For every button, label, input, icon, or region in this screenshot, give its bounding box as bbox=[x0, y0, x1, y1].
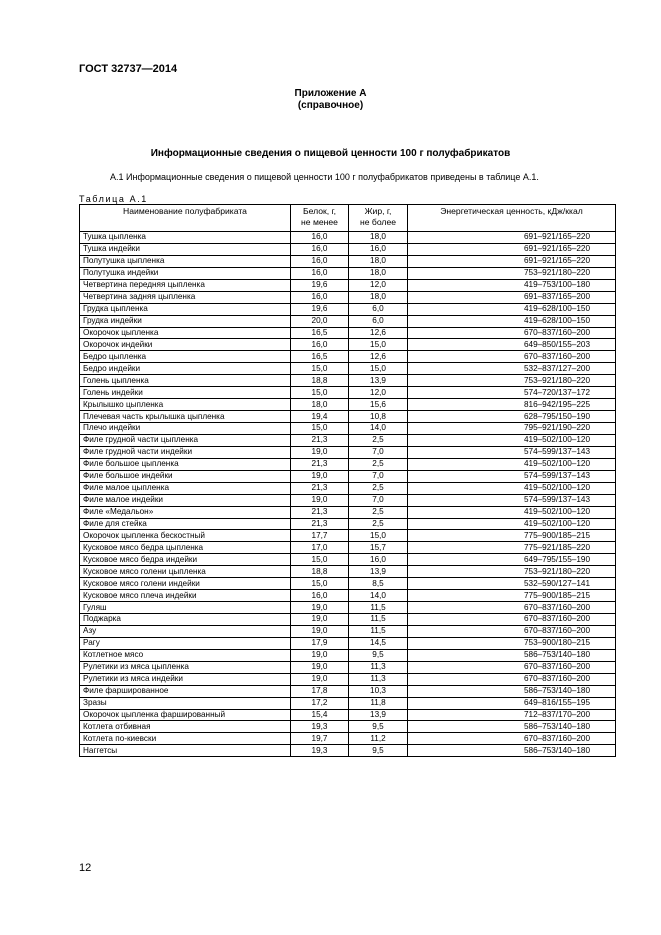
table-row bbox=[80, 375, 616, 387]
appendix-heading bbox=[0, 88, 661, 112]
cell-name: Полутушка цыпленка bbox=[80, 255, 291, 267]
cell-fat: 2,5 bbox=[349, 434, 408, 446]
cell-fat: 12,6 bbox=[349, 327, 408, 339]
cell-fat: 2,5 bbox=[349, 482, 408, 494]
cell-name: Рулетики из мяса цыпленка bbox=[80, 661, 291, 673]
cell-energy: 670–837/160–200 bbox=[408, 625, 616, 637]
cell-name: Плечо индейки bbox=[80, 423, 291, 435]
table-row bbox=[80, 506, 616, 518]
cell-energy: 795–921/190–220 bbox=[408, 423, 616, 435]
cell-protein: 19,6 bbox=[291, 279, 349, 291]
table-row bbox=[80, 255, 616, 267]
cell-fat: 18,0 bbox=[349, 291, 408, 303]
cell-energy: 586–753/140–180 bbox=[408, 745, 616, 757]
cell-energy: 670–837/160–200 bbox=[408, 351, 616, 363]
table-row bbox=[80, 733, 616, 745]
cell-protein: 19,7 bbox=[291, 733, 349, 745]
cell-name: Филе малое индейки bbox=[80, 494, 291, 506]
cell-fat: 11,2 bbox=[349, 733, 408, 745]
cell-energy: 532–590/127–141 bbox=[408, 578, 616, 590]
cell-fat: 12,0 bbox=[349, 387, 408, 399]
cell-name: Окорочок индейки bbox=[80, 339, 291, 351]
cell-fat: 8,5 bbox=[349, 578, 408, 590]
cell-protein: 19,0 bbox=[291, 470, 349, 482]
table-header-row bbox=[80, 205, 616, 232]
cell-protein: 15,0 bbox=[291, 387, 349, 399]
cell-protein: 19,3 bbox=[291, 721, 349, 733]
cell-protein: 21,3 bbox=[291, 434, 349, 446]
cell-energy: 628–795/150–190 bbox=[408, 411, 616, 423]
cell-fat: 13,9 bbox=[349, 709, 408, 721]
cell-energy: 775–921/185–220 bbox=[408, 542, 616, 554]
cell-energy: 691–837/165–200 bbox=[408, 291, 616, 303]
cell-energy: 419–502/100–120 bbox=[408, 434, 616, 446]
cell-energy: 586–753/140–180 bbox=[408, 721, 616, 733]
cell-protein: 17,2 bbox=[291, 697, 349, 709]
table-row bbox=[80, 673, 616, 685]
cell-protein: 19,0 bbox=[291, 625, 349, 637]
cell-fat: 6,0 bbox=[349, 315, 408, 327]
table-row bbox=[80, 721, 616, 733]
table-row bbox=[80, 327, 616, 339]
cell-fat: 2,5 bbox=[349, 506, 408, 518]
cell-protein: 19,0 bbox=[291, 614, 349, 626]
cell-name: Филе «Медальон» bbox=[80, 506, 291, 518]
intro-paragraph: А.1 Информационные сведения о пищевой ценности 100 г полуфабрикатов приведены в таблице А.1. bbox=[110, 172, 539, 182]
cell-fat: 14,0 bbox=[349, 423, 408, 435]
cell-energy: 670–837/160–200 bbox=[408, 661, 616, 673]
cell-fat: 14,0 bbox=[349, 590, 408, 602]
cell-fat: 12,0 bbox=[349, 279, 408, 291]
cell-protein: 17,8 bbox=[291, 685, 349, 697]
table-row bbox=[80, 566, 616, 578]
cell-protein: 20,0 bbox=[291, 315, 349, 327]
cell-protein: 19,0 bbox=[291, 649, 349, 661]
cell-energy: 574–599/137–143 bbox=[408, 446, 616, 458]
cell-protein: 19,4 bbox=[291, 411, 349, 423]
table-row bbox=[80, 243, 616, 255]
cell-energy: 753–921/180–220 bbox=[408, 375, 616, 387]
table-row bbox=[80, 590, 616, 602]
table-row bbox=[80, 423, 616, 435]
table-row bbox=[80, 661, 616, 673]
cell-energy: 753–900/180–215 bbox=[408, 637, 616, 649]
cell-name: Окорочок цыпленка бескостный bbox=[80, 530, 291, 542]
cell-name: Филе для стейка bbox=[80, 518, 291, 530]
table-row bbox=[80, 434, 616, 446]
cell-energy: 670–837/160–200 bbox=[408, 673, 616, 685]
cell-energy: 574–599/137–143 bbox=[408, 470, 616, 482]
cell-fat: 10,8 bbox=[349, 411, 408, 423]
cell-name: Наггетсы bbox=[80, 745, 291, 757]
cell-energy: 670–837/160–200 bbox=[408, 327, 616, 339]
cell-energy: 574–599/137–143 bbox=[408, 494, 616, 506]
cell-energy: 775–900/185–215 bbox=[408, 530, 616, 542]
cell-protein: 21,3 bbox=[291, 482, 349, 494]
cell-fat: 11,5 bbox=[349, 614, 408, 626]
cell-name: Тушка цыпленка bbox=[80, 232, 291, 244]
cell-name: Котлета по-киевски bbox=[80, 733, 291, 745]
cell-fat: 16,0 bbox=[349, 243, 408, 255]
cell-energy: 419–753/100–180 bbox=[408, 279, 616, 291]
table-row bbox=[80, 530, 616, 542]
cell-energy: 691–921/165–220 bbox=[408, 232, 616, 244]
cell-energy: 419–502/100–120 bbox=[408, 506, 616, 518]
cell-name: Поджарка bbox=[80, 614, 291, 626]
cell-name: Кусковое мясо плеча индейки bbox=[80, 590, 291, 602]
cell-energy: 691–921/165–220 bbox=[408, 255, 616, 267]
table-row bbox=[80, 351, 616, 363]
table-row bbox=[80, 602, 616, 614]
cell-name: Кусковое мясо бедра цыпленка bbox=[80, 542, 291, 554]
cell-protein: 17,7 bbox=[291, 530, 349, 542]
table-row bbox=[80, 470, 616, 482]
cell-protein: 19,0 bbox=[291, 494, 349, 506]
cell-name: Голень индейки bbox=[80, 387, 291, 399]
cell-name: Котлета отбивная bbox=[80, 721, 291, 733]
cell-fat: 11,5 bbox=[349, 625, 408, 637]
cell-name: Кусковое мясо голени цыпленка bbox=[80, 566, 291, 578]
header-protein bbox=[291, 205, 349, 232]
cell-name: Четвертина передняя цыпленка bbox=[80, 279, 291, 291]
cell-protein: 19,0 bbox=[291, 602, 349, 614]
cell-name: Рагу bbox=[80, 637, 291, 649]
cell-name: Азу bbox=[80, 625, 291, 637]
cell-protein: 15,0 bbox=[291, 578, 349, 590]
cell-protein: 19,6 bbox=[291, 303, 349, 315]
cell-name: Котлетное мясо bbox=[80, 649, 291, 661]
cell-protein: 21,3 bbox=[291, 518, 349, 530]
table-row bbox=[80, 494, 616, 506]
cell-protein: 18,0 bbox=[291, 399, 349, 411]
header-energy: Энергетическая ценность, кДж/ккал bbox=[408, 205, 616, 232]
cell-name: Полутушка индейки bbox=[80, 267, 291, 279]
cell-energy: 670–837/160–200 bbox=[408, 602, 616, 614]
cell-fat: 15,0 bbox=[349, 530, 408, 542]
cell-protein: 19,0 bbox=[291, 446, 349, 458]
table-row bbox=[80, 399, 616, 411]
cell-fat: 9,5 bbox=[349, 649, 408, 661]
cell-protein: 21,3 bbox=[291, 458, 349, 470]
cell-fat: 11,3 bbox=[349, 673, 408, 685]
header-protein-line1: Белок, г, bbox=[302, 206, 337, 216]
table-row bbox=[80, 303, 616, 315]
cell-protein: 18,8 bbox=[291, 375, 349, 387]
cell-protein: 15,0 bbox=[291, 363, 349, 375]
table-caption: Таблица А.1 bbox=[79, 194, 148, 204]
header-protein-line2: не менее bbox=[301, 217, 338, 227]
cell-protein: 15,4 bbox=[291, 709, 349, 721]
cell-protein: 18,8 bbox=[291, 566, 349, 578]
cell-protein: 19,3 bbox=[291, 745, 349, 757]
cell-fat: 16,0 bbox=[349, 554, 408, 566]
cell-fat: 11,8 bbox=[349, 697, 408, 709]
cell-energy: 670–837/160–200 bbox=[408, 614, 616, 626]
cell-energy: 775–900/185–215 bbox=[408, 590, 616, 602]
cell-fat: 14,5 bbox=[349, 637, 408, 649]
cell-fat: 11,3 bbox=[349, 661, 408, 673]
cell-name: Окорочок цыпленка фаршированный bbox=[80, 709, 291, 721]
cell-fat: 18,0 bbox=[349, 232, 408, 244]
cell-energy: 816–942/195–225 bbox=[408, 399, 616, 411]
cell-fat: 18,0 bbox=[349, 267, 408, 279]
cell-name: Филе большое цыпленка bbox=[80, 458, 291, 470]
cell-energy: 419–502/100–120 bbox=[408, 518, 616, 530]
cell-name: Филе фаршированное bbox=[80, 685, 291, 697]
cell-energy: 532–837/127–200 bbox=[408, 363, 616, 375]
cell-protein: 16,5 bbox=[291, 327, 349, 339]
cell-energy: 586–753/140–180 bbox=[408, 685, 616, 697]
cell-name: Филе грудной части индейки bbox=[80, 446, 291, 458]
cell-name: Крылышко цыпленка bbox=[80, 399, 291, 411]
document-id: ГОСТ 32737—2014 bbox=[79, 63, 178, 75]
cell-name: Кусковое мясо бедра индейки bbox=[80, 554, 291, 566]
table-row bbox=[80, 637, 616, 649]
table-row bbox=[80, 339, 616, 351]
cell-energy: 419–628/100–150 bbox=[408, 303, 616, 315]
cell-protein: 19,0 bbox=[291, 673, 349, 685]
cell-protein: 16,0 bbox=[291, 267, 349, 279]
table-row bbox=[80, 363, 616, 375]
appendix-subtitle: (справочное) bbox=[297, 100, 364, 111]
cell-protein: 16,0 bbox=[291, 243, 349, 255]
table-row bbox=[80, 745, 616, 757]
cell-energy: 649–850/155–203 bbox=[408, 339, 616, 351]
cell-fat: 12,6 bbox=[349, 351, 408, 363]
table-body bbox=[80, 232, 616, 757]
cell-name: Грудка цыпленка bbox=[80, 303, 291, 315]
cell-energy: 691–921/165–220 bbox=[408, 243, 616, 255]
nutrition-table bbox=[79, 204, 616, 757]
table-row bbox=[80, 458, 616, 470]
cell-energy: 419–502/100–120 bbox=[408, 482, 616, 494]
cell-fat: 7,0 bbox=[349, 494, 408, 506]
cell-name: Бедро индейки bbox=[80, 363, 291, 375]
cell-fat: 15,7 bbox=[349, 542, 408, 554]
cell-name: Гуляш bbox=[80, 602, 291, 614]
table-row bbox=[80, 649, 616, 661]
section-title: Информационные сведения о пищевой ценности 100 г полуфабрикатов bbox=[150, 148, 511, 159]
cell-protein: 16,0 bbox=[291, 291, 349, 303]
cell-fat: 2,5 bbox=[349, 458, 408, 470]
cell-fat: 13,9 bbox=[349, 375, 408, 387]
table-row bbox=[80, 411, 616, 423]
cell-energy: 712–837/170–200 bbox=[408, 709, 616, 721]
cell-fat: 11,5 bbox=[349, 602, 408, 614]
cell-protein: 16,0 bbox=[291, 590, 349, 602]
table-row bbox=[80, 554, 616, 566]
cell-name: Грудка индейки bbox=[80, 315, 291, 327]
cell-fat: 9,5 bbox=[349, 721, 408, 733]
cell-name: Четвертина задняя цыпленка bbox=[80, 291, 291, 303]
cell-name: Зразы bbox=[80, 697, 291, 709]
cell-protein: 15,0 bbox=[291, 423, 349, 435]
table-row bbox=[80, 482, 616, 494]
page-number: 12 bbox=[79, 862, 92, 874]
cell-protein: 16,0 bbox=[291, 255, 349, 267]
cell-energy: 586–753/140–180 bbox=[408, 649, 616, 661]
table-row bbox=[80, 279, 616, 291]
cell-name: Рулетики из мяса индейки bbox=[80, 673, 291, 685]
cell-name: Тушка индейки bbox=[80, 243, 291, 255]
cell-fat: 10,3 bbox=[349, 685, 408, 697]
cell-protein: 16,0 bbox=[291, 339, 349, 351]
cell-energy: 649–795/155–190 bbox=[408, 554, 616, 566]
cell-name: Бедро цыпленка bbox=[80, 351, 291, 363]
cell-fat: 15,6 bbox=[349, 399, 408, 411]
header-name: Наименование полуфабриката bbox=[80, 205, 291, 232]
table-row bbox=[80, 518, 616, 530]
cell-energy: 753–921/180–220 bbox=[408, 267, 616, 279]
cell-name: Окорочок цыпленка bbox=[80, 327, 291, 339]
cell-name: Голень цыпленка bbox=[80, 375, 291, 387]
cell-fat: 13,9 bbox=[349, 566, 408, 578]
cell-energy: 419–502/100–120 bbox=[408, 458, 616, 470]
table-row bbox=[80, 614, 616, 626]
cell-protein: 16,0 bbox=[291, 232, 349, 244]
cell-fat: 15,0 bbox=[349, 339, 408, 351]
table-row bbox=[80, 291, 616, 303]
cell-fat: 9,5 bbox=[349, 745, 408, 757]
table-row bbox=[80, 685, 616, 697]
table-row bbox=[80, 709, 616, 721]
header-fat-line1: Жир, г, bbox=[364, 206, 392, 216]
cell-protein: 19,0 bbox=[291, 661, 349, 673]
cell-protein: 15,0 bbox=[291, 554, 349, 566]
table-row bbox=[80, 542, 616, 554]
header-fat bbox=[349, 205, 408, 232]
table-row bbox=[80, 315, 616, 327]
header-fat-line2: не более bbox=[360, 217, 396, 227]
cell-fat: 7,0 bbox=[349, 446, 408, 458]
cell-protein: 21,3 bbox=[291, 506, 349, 518]
appendix-title: Приложение А bbox=[294, 88, 367, 99]
cell-protein: 16,5 bbox=[291, 351, 349, 363]
cell-fat: 15,0 bbox=[349, 363, 408, 375]
cell-name: Филе большое индейки bbox=[80, 470, 291, 482]
cell-energy: 419–628/100–150 bbox=[408, 315, 616, 327]
cell-energy: 649–816/155–195 bbox=[408, 697, 616, 709]
table-row bbox=[80, 578, 616, 590]
table-row bbox=[80, 267, 616, 279]
cell-protein: 17,0 bbox=[291, 542, 349, 554]
table-row bbox=[80, 697, 616, 709]
cell-name: Филе малое цыпленка bbox=[80, 482, 291, 494]
table-row bbox=[80, 625, 616, 637]
cell-energy: 574–720/137–172 bbox=[408, 387, 616, 399]
cell-fat: 18,0 bbox=[349, 255, 408, 267]
cell-protein: 17,9 bbox=[291, 637, 349, 649]
cell-name: Кусковое мясо голени индейки bbox=[80, 578, 291, 590]
cell-fat: 2,5 bbox=[349, 518, 408, 530]
table-row bbox=[80, 446, 616, 458]
cell-energy: 753–921/180–220 bbox=[408, 566, 616, 578]
cell-name: Плечевая часть крылышка цыпленка bbox=[80, 411, 291, 423]
cell-fat: 6,0 bbox=[349, 303, 408, 315]
cell-name: Филе грудной части цыпленка bbox=[80, 434, 291, 446]
cell-energy: 670–837/160–200 bbox=[408, 733, 616, 745]
cell-fat: 7,0 bbox=[349, 470, 408, 482]
table-row bbox=[80, 232, 616, 244]
table-row bbox=[80, 387, 616, 399]
